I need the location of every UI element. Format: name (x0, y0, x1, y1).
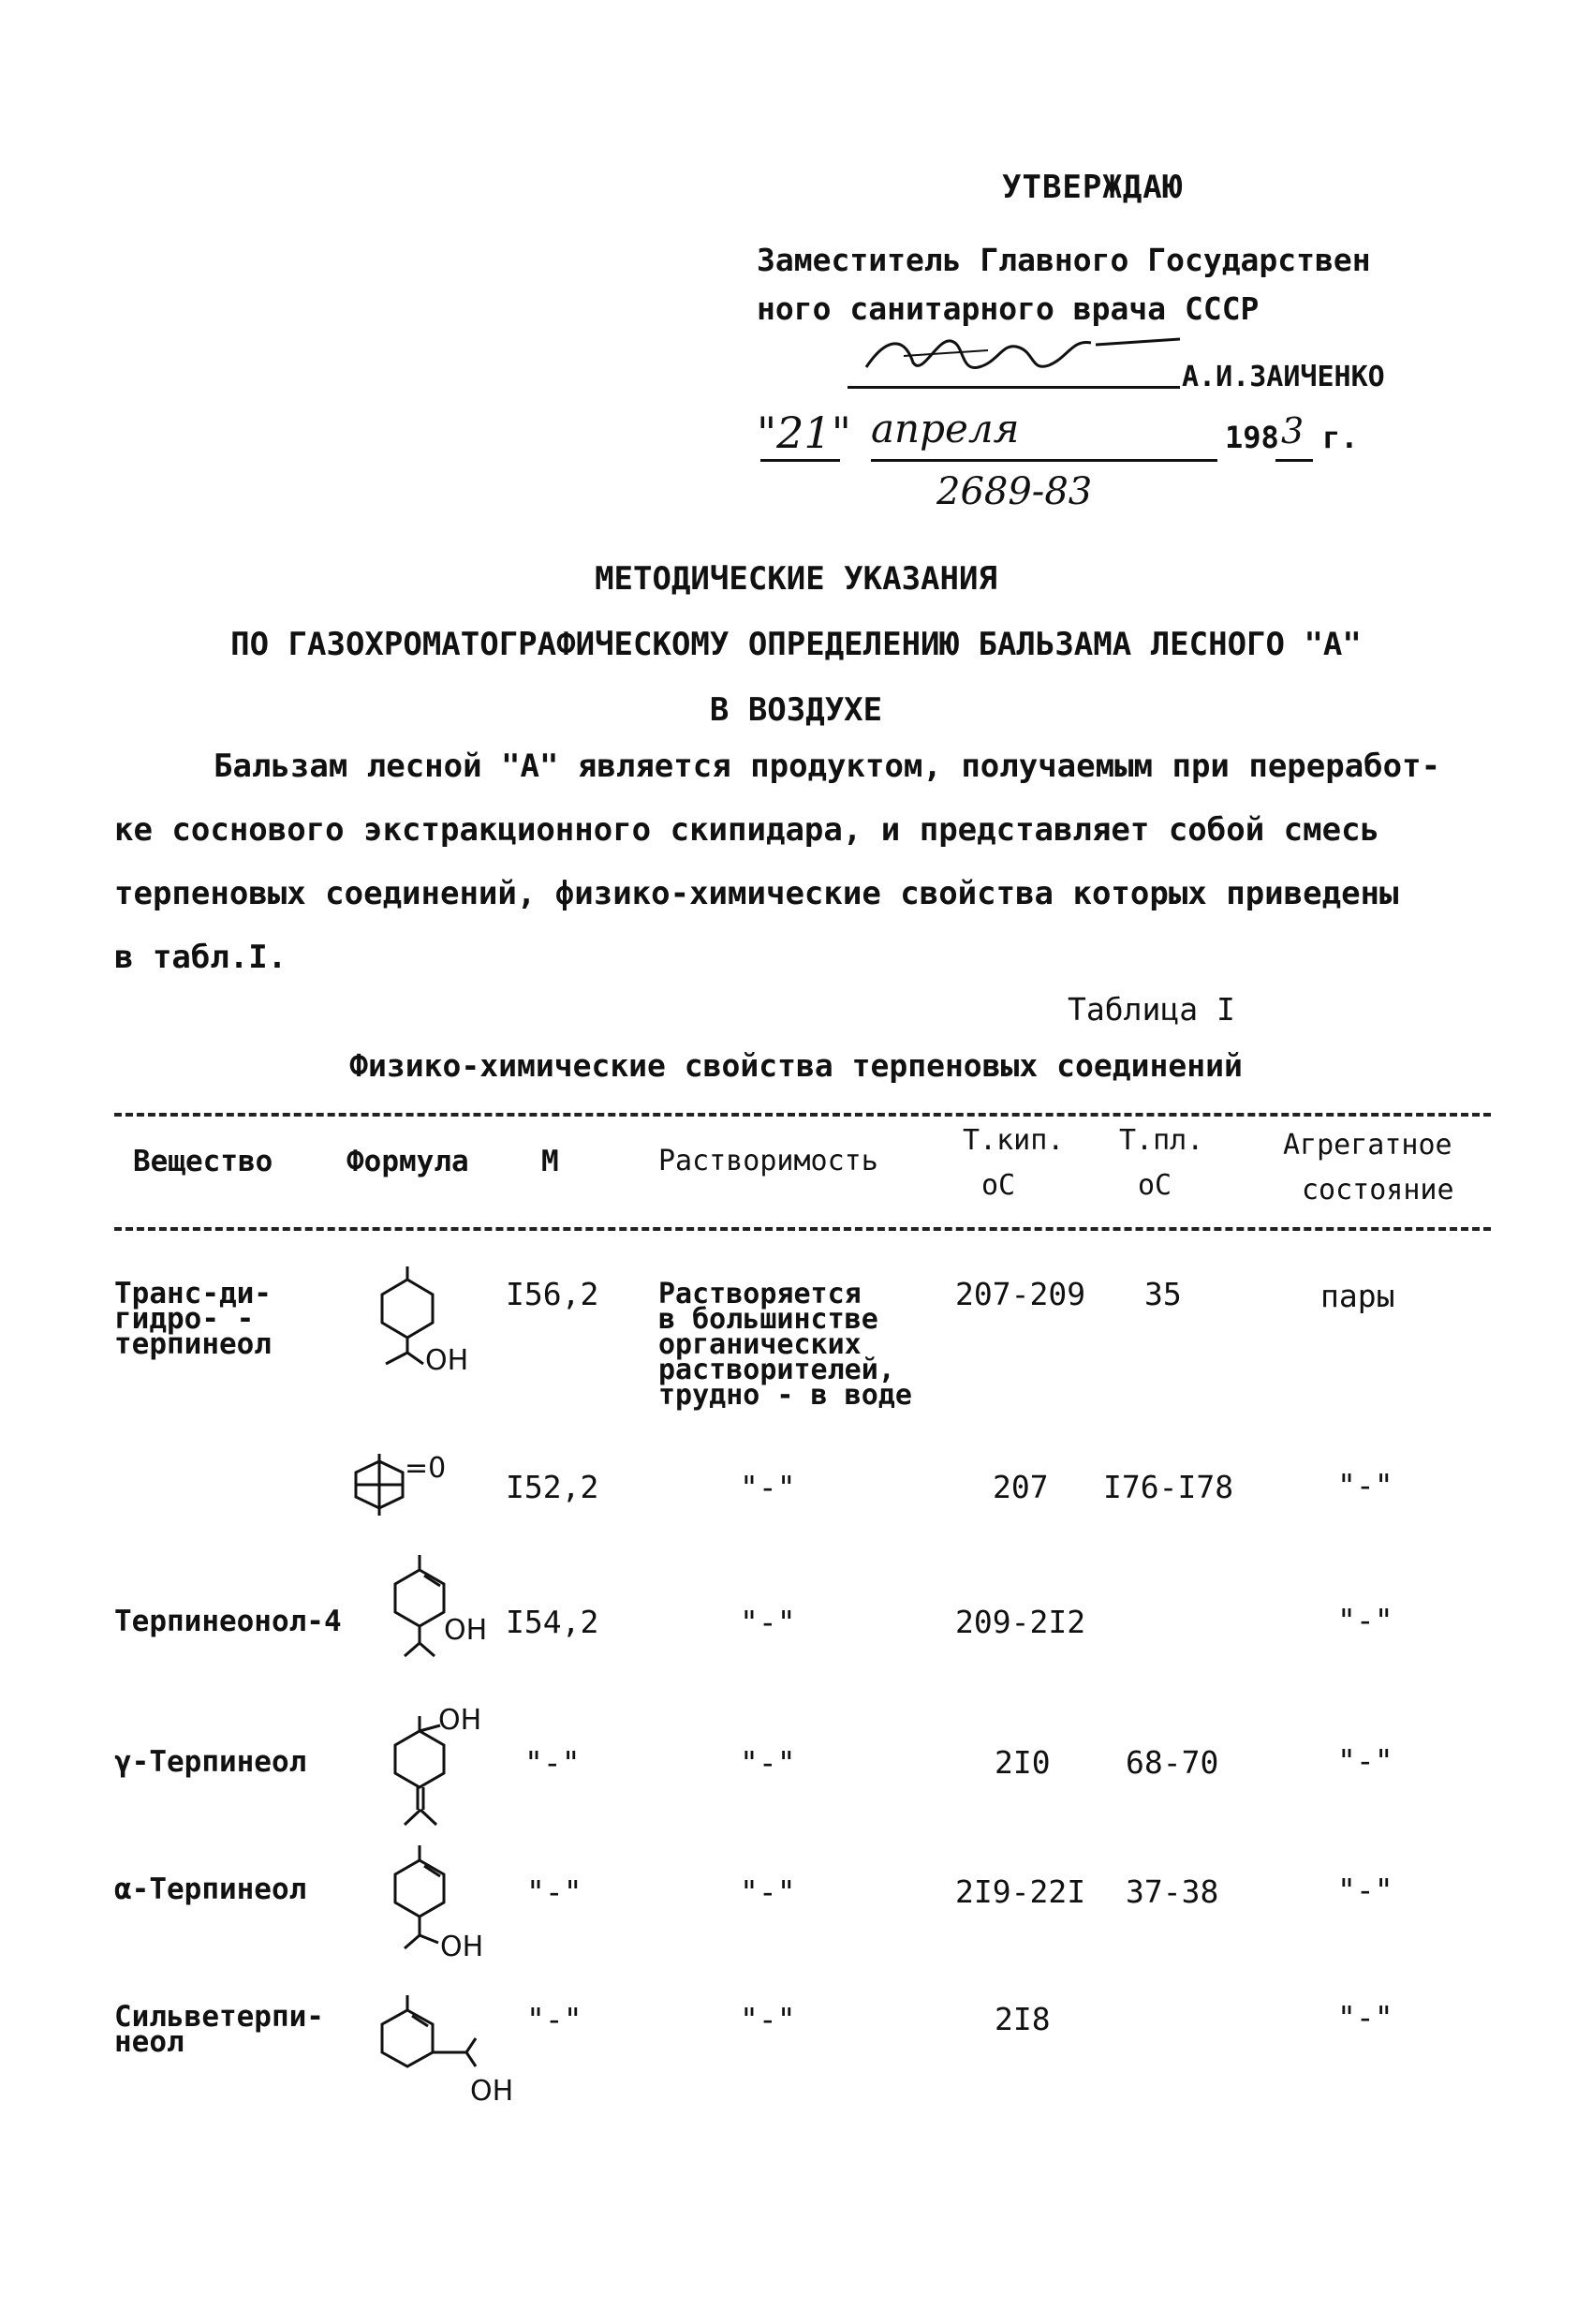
header-mp-2: оС (1138, 1169, 1172, 1202)
table-header-rule (114, 1227, 1491, 1231)
row1-substance: Транс-ди- гидро- - терпинеол (114, 1277, 272, 1361)
header-bp-1: Т.кип. (963, 1124, 1065, 1157)
alpha-terpineol-structure-icon (382, 1845, 504, 1990)
row6-solubility: "-" (740, 2001, 796, 2037)
table-caption: Физико-химические свойства терпеновых соединений (349, 1047, 1243, 1084)
registration-number: 2689-83 (936, 470, 1093, 513)
intro-line-4: в табл.I. (114, 939, 287, 976)
row2-m: I52,2 (506, 1469, 599, 1505)
header-state-2: состояние (1302, 1174, 1454, 1206)
row5-state: "-" (1337, 1872, 1393, 1908)
svg-text:OH: OH (425, 1344, 469, 1377)
date-month: апреля (871, 406, 1020, 451)
date-year-line (1275, 459, 1313, 462)
signature-line (848, 386, 1180, 389)
terpinen-4-ol-structure-icon (382, 1555, 504, 1680)
row1-solubility: Растворяется в большинстве органических растворителей, трудно - в воде (658, 1278, 912, 1412)
table-top-rule (114, 1113, 1491, 1117)
signature-image (848, 330, 1194, 386)
date-year: 198 (1225, 420, 1279, 455)
row6-substance: Сильветерпи- неол (114, 2000, 324, 2059)
date-day: "21" (757, 407, 851, 458)
row4-solubility: "-" (740, 1744, 796, 1781)
row3-solubility: "-" (740, 1604, 796, 1640)
row1-mp: 35 (1144, 1276, 1182, 1312)
table-label: Таблица I (1068, 991, 1235, 1028)
trans-dihydroterpineol-structure-icon (365, 1266, 496, 1392)
heading-line-1: МЕТОДИЧЕСКИЕ УКАЗАНИЯ (595, 560, 997, 598)
header-state-1: Агрегатное (1283, 1129, 1452, 1162)
approval-line-1: Заместитель Главного Государствен (757, 242, 1371, 278)
svg-text:OH: OH (470, 2075, 514, 2108)
row5-bp: 2I9-22I (955, 1873, 1086, 1910)
row3-bp: 209-2I2 (955, 1604, 1086, 1640)
date-day-line (760, 459, 840, 462)
row1-m: I56,2 (506, 1276, 599, 1312)
row4-substance: γ-Терпинеол (114, 1745, 307, 1779)
heading-line-2: ПО ГАЗОХРОМАТОГРАФИЧЕСКОМУ ОПРЕДЕЛЕНИЮ БАЛЬЗАМА ЛЕСНОГО "А" (230, 626, 1362, 663)
approval-title: УТВЕРЖДАЮ (1002, 169, 1184, 206)
approval-line-2: ного санитарного врача СССР (757, 290, 1260, 327)
row3-state: "-" (1337, 1602, 1393, 1638)
row5-substance: α-Терпинеол (114, 1873, 307, 1906)
row6-state: "-" (1337, 1999, 1393, 2035)
row2-solubility: "-" (740, 1469, 796, 1505)
row6-m: "-" (526, 2001, 582, 2037)
sylveterpineol-structure-icon (365, 1995, 524, 2121)
row4-bp: 2I0 (995, 1744, 1051, 1781)
row5-solubility: "-" (740, 1873, 796, 1910)
date-suffix: г. (1322, 420, 1359, 455)
gamma-terpineol-structure-icon (382, 1704, 504, 1860)
row4-state: "-" (1337, 1742, 1393, 1779)
header-bp-2: оС (981, 1169, 1016, 1202)
row3-substance: Терпинеонол-4 (114, 1605, 342, 1638)
svg-text:OH: OH (444, 1614, 488, 1647)
approver-name: А.И.ЗАИЧЕНКО (1182, 361, 1385, 393)
row1-bp: 207-209 (955, 1276, 1086, 1312)
header-substance: Вещество (133, 1145, 273, 1178)
header-m: М (541, 1145, 559, 1178)
row1-state: пары (1320, 1278, 1395, 1314)
intro-line-1: Бальзам лесной "А" является продуктом, получаемым при переработ- (214, 748, 1441, 785)
ketone-bicyclic-structure-icon (337, 1454, 459, 1523)
date-year-hand: 3 (1281, 410, 1305, 451)
row5-m: "-" (526, 1873, 582, 1910)
svg-text:=0: =0 (405, 1452, 447, 1485)
header-formula: Формула (346, 1145, 469, 1178)
row6-bp: 2I8 (995, 2001, 1051, 2037)
svg-text:OH: OH (440, 1931, 484, 1963)
row3-m: I54,2 (506, 1604, 599, 1640)
row5-mp: 37-38 (1126, 1873, 1219, 1910)
heading-line-3: В ВОЗДУХЕ (709, 691, 883, 729)
row2-mp: I76-I78 (1103, 1469, 1234, 1505)
row2-state: "-" (1337, 1467, 1393, 1503)
svg-text:OH: OH (438, 1704, 482, 1737)
header-mp-1: Т.пл. (1119, 1124, 1204, 1157)
row4-m: "-" (524, 1744, 581, 1781)
intro-line-2: ке соснового экстракционного скипидара, и представляет собой смесь (114, 811, 1380, 849)
intro-line-3: терпеновых соединений, физико-химические свойства которых приведены (114, 875, 1399, 912)
header-solubility: Растворимость (658, 1145, 878, 1177)
row2-bp: 207 (993, 1469, 1049, 1505)
row4-mp: 68-70 (1126, 1744, 1219, 1781)
date-month-line (871, 459, 1217, 462)
